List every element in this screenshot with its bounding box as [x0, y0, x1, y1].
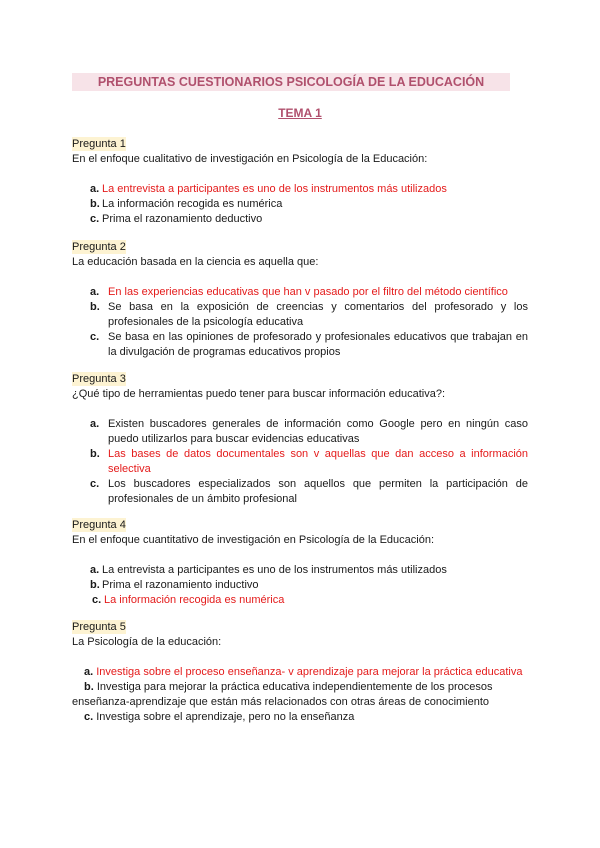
document-title: PREGUNTAS CUESTIONARIOS PSICOLOGÍA DE LA EDUCACIÓN	[72, 73, 510, 91]
question-2	[72, 240, 528, 360]
option-c: c. Investiga sobre el aprendizaje, pero no la enseñanza	[84, 711, 355, 723]
question-label: Pregunta 1	[72, 138, 126, 150]
option-b: b. La información recogida es numérica	[90, 198, 283, 210]
option-a: a. La entrevista a participantes es uno de los instrumentos más utilizados	[90, 183, 447, 195]
question-4	[72, 518, 528, 608]
question-stem: ¿Qué tipo de herramientas puedo tener para buscar información educativa?:	[72, 388, 445, 400]
option-c: c. Los buscadores especializados son aquellos que permiten la participación de profesionales de un ámbito profesional	[90, 478, 528, 505]
option-b: b. Se basa en la exposición de creencias y comentarios del profesorado y los profesionales de la psicología educativa	[90, 301, 528, 328]
question-stem: En el enfoque cualitativo de investigación en Psicología de la Educación:	[72, 153, 428, 165]
options-list	[72, 563, 528, 608]
section-heading	[0, 106, 600, 120]
question-label: Pregunta 5	[72, 621, 126, 633]
question-stem: La Psicología de la educación:	[72, 636, 222, 648]
option-a: a. Investiga sobre el proceso enseñanza- v aprendizaje para mejorar la práctica educativa	[84, 666, 523, 678]
option-b: b. Prima el razonamiento inductivo	[90, 579, 259, 591]
option-c: c. Prima el razonamiento deductivo	[90, 213, 263, 225]
question-5	[72, 620, 528, 725]
option-c: c. Se basa en las opiniones de profesorado y profesionales educativos que trabajan en la divulgación de programas educativos propios	[90, 331, 528, 358]
section-heading-text: TEMA 1	[278, 106, 322, 120]
option-c: c. La información recogida es numérica	[92, 594, 285, 606]
question-label: Pregunta 2	[72, 241, 126, 253]
options-list	[72, 417, 528, 507]
option-b: b. Las bases de datos documentales son v aquellas que dan acceso a información selectiva	[90, 448, 528, 475]
question-1	[72, 137, 528, 227]
options-list	[72, 665, 528, 725]
options-list	[72, 285, 528, 360]
question-label: Pregunta 3	[72, 373, 126, 385]
option-a: a. En las experiencias educativas que han v pasado por el filtro del método científico	[90, 286, 508, 298]
question-label: Pregunta 4	[72, 519, 126, 531]
question-stem: En el enfoque cuantitativo de investigación en Psicología de la Educación:	[72, 534, 435, 546]
option-a: a. La entrevista a participantes es uno de los instrumentos más utilizados	[90, 564, 447, 576]
question-stem: La educación basada en la ciencia es aquella que:	[72, 256, 319, 268]
question-3	[72, 372, 528, 507]
options-list	[72, 182, 528, 227]
option-a: a. Existen buscadores generales de información como Google pero en ningún caso puedo utilizarlos para buscar evidencias educativas	[90, 418, 528, 445]
option-b: b. Investiga para mejorar la práctica educativa independientemente de los procesos enseñanza-aprendizaje que están más relacionados con otras áreas de conocimiento	[72, 681, 493, 708]
